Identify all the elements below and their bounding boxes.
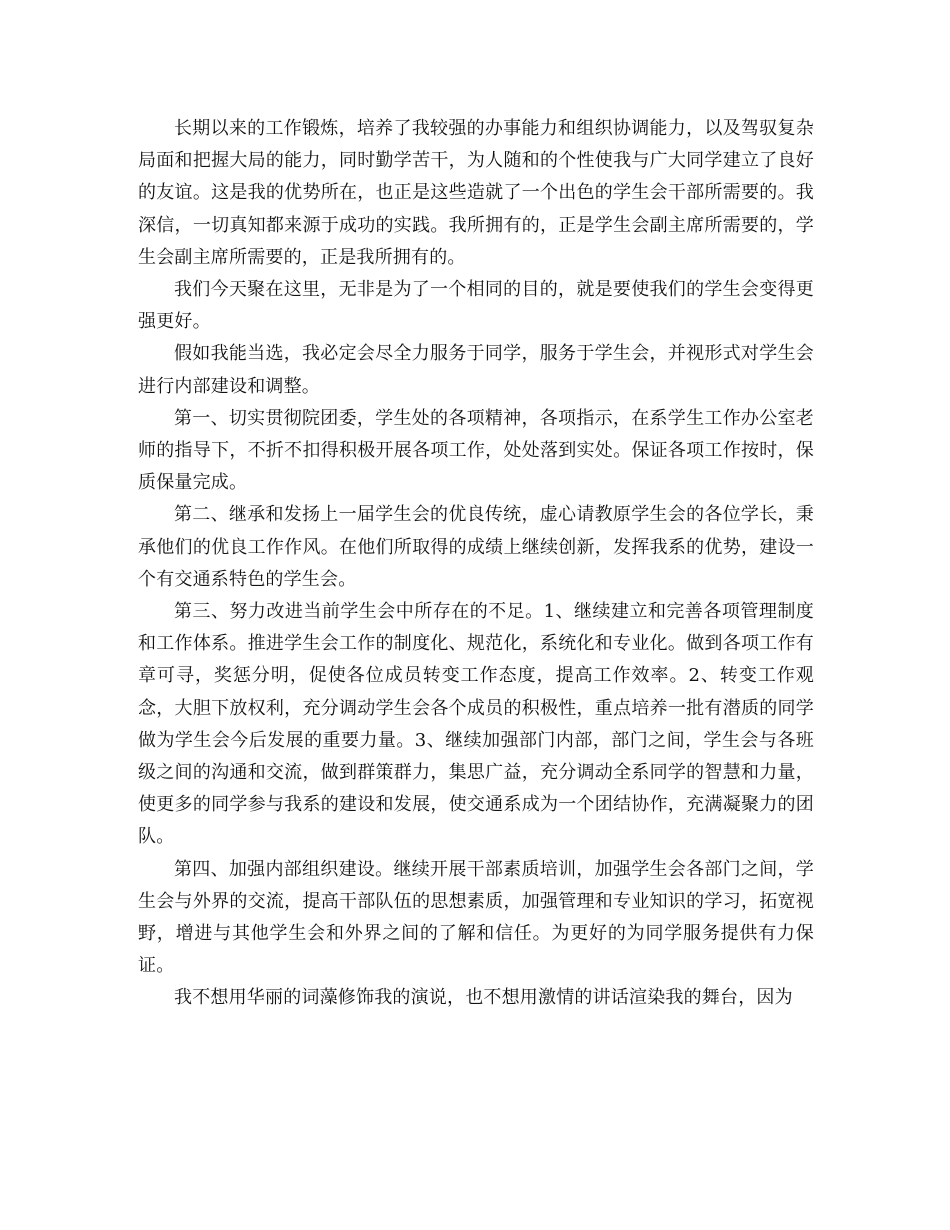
paragraph-purpose: 我们今天聚在这里，无非是为了一个相同的目的，就是要使我们的学生会变得更强更好。 — [138, 279, 814, 333]
paragraph-first-point: 第一、切实贯彻院团委，学生处的各项精神，各项指示，在系学生工作办公室老师的指导下，不折不扣得积极开展各项工作，处处落到实处。保证各项工作按时，保质保量完成。 — [138, 407, 814, 494]
paragraph-closing: 我不想用华丽的词藻修饰我的演说，也不想用激情的讲话渲染我的舞台，因为 — [174, 987, 793, 1009]
paragraph-fourth-point: 第四、加强内部组织建设。继续开展干部素质培训，加强学生会各部门之间，学生会与外界的交流，提高干部队伍的思想素质，加强管理和专业知识的学习，拓宽视野，增进与其他学生会和外界之间的了解和信任。为更好的为同学服务提供有力保证。 — [138, 858, 814, 977]
paragraph-experience: 长期以来的工作锻炼，培养了我较强的办事能力和组织协调能力，以及驾驭复杂局面和把握大局的能力，同时勤学苦干，为人随和的个性使我与广大同学建立了良好的友谊。这是我的优势所在，也正是这些造就了一个出色的学生会干部所需要的。我深信，一切真知都来源于成功的实践。我所拥有的，正是学生会副主席所需要的，学生会副主席所需要的，正是我所拥有的。 — [138, 118, 814, 268]
document-body — [138, 113, 814, 1015]
paragraph-third-point: 第三、努力改进当前学生会中所存在的不足。1、继续建立和完善各项管理制度和工作体系。推进学生会工作的制度化、规范化，系统化和专业化。做到各项工作有章可寻，奖惩分明，促使各位成员转变工作态度，提高工作效率。2、转变工作观念，大胆下放权利，充分调动学生会各个成员的积极性，重点培养一批有潜质的同学做为学生会今后发展的重要力量。3、继续加强部门内部，部门之间，学生会与各班级之间的沟通和交流，做到群策群力，集思广益，充分调动全系同学的智慧和力量，使更多的同学参与我系的建设和发展，使交通系成为一个团结协作，充满凝聚力的团队。 — [138, 601, 814, 848]
paragraph-commitment: 假如我能当选，我必定会尽全力服务于同学，服务于学生会，并视形式对学生会进行内部建设和调整。 — [138, 343, 814, 397]
paragraph-second-point: 第二、继承和发扬上一届学生会的优良传统，虚心请教原学生会的各位学长，秉承他们的优良工作作风。在他们所取得的成绩上继续创新，发挥我系的优势，建设一个有交通系特色的学生会。 — [138, 504, 814, 590]
